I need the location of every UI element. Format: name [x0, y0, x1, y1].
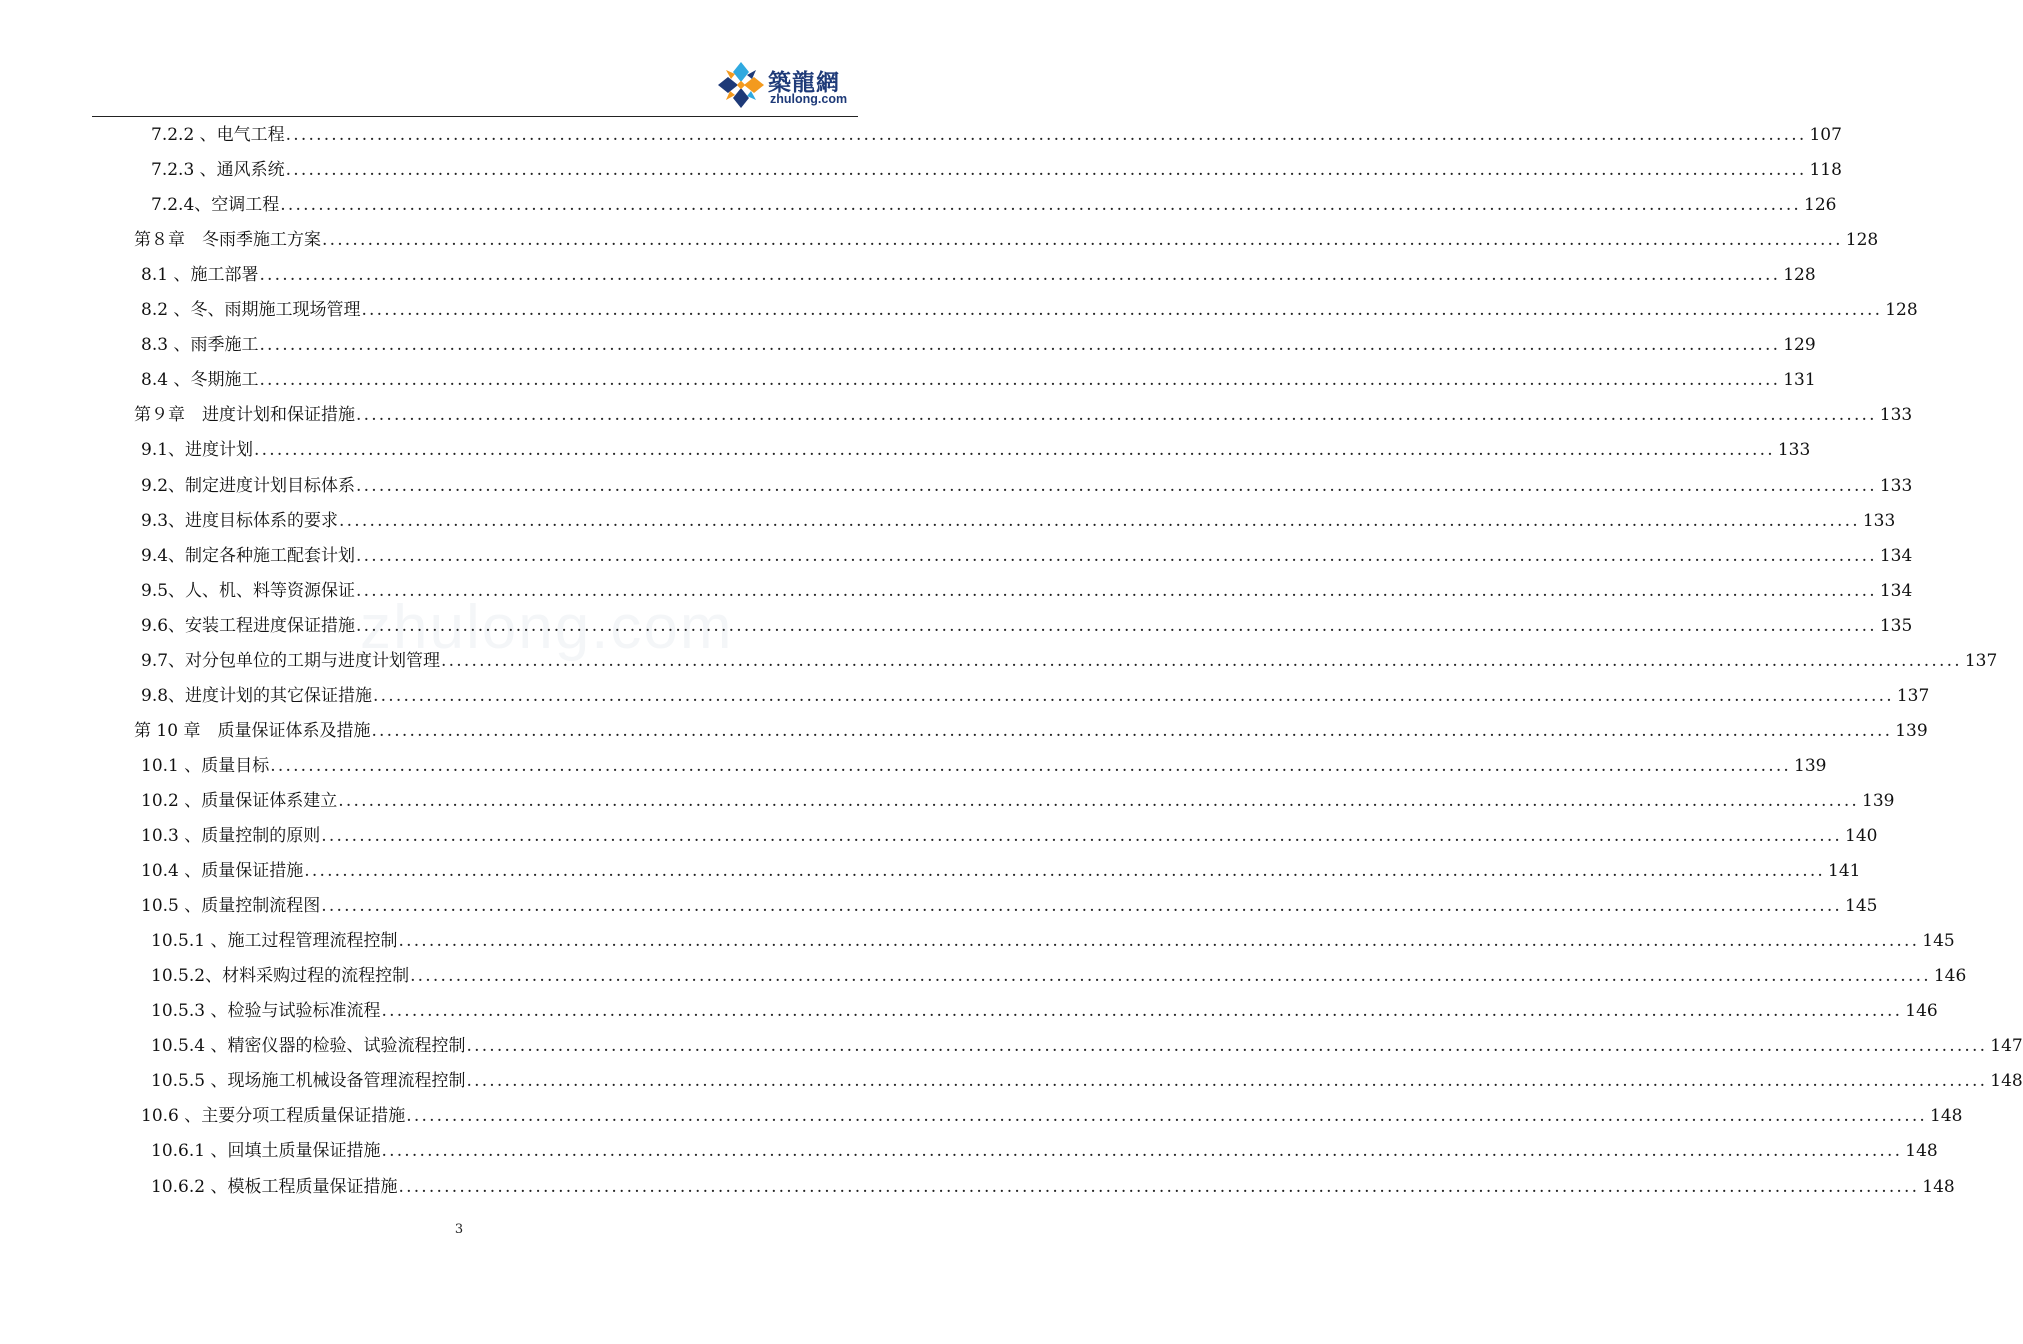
toc-entry[interactable]	[134, 400, 1913, 430]
toc-entry[interactable]	[141, 435, 1811, 465]
toc-entry[interactable]	[141, 856, 1861, 886]
toc-entry[interactable]	[151, 1172, 1955, 1202]
toc-entry-page: 147	[1990, 1036, 2023, 1057]
toc-entry-page: 133	[1879, 475, 1913, 496]
toc-leader-dots: ........................................................................................................................................................................................................	[259, 265, 1781, 286]
toc-entry[interactable]	[141, 891, 1878, 921]
toc-entry-page: 133	[1862, 510, 1896, 531]
toc-entry-page: 146	[1933, 966, 1967, 987]
toc-entry[interactable]	[151, 961, 1967, 991]
toc-leader-dots: ........................................................................................................................................................................................................	[466, 1071, 1988, 1092]
toc-entry-page: 129	[1783, 335, 1816, 356]
toc-entry[interactable]	[134, 225, 1879, 255]
page-number: 3	[454, 1222, 464, 1237]
toc-entry-label: 8.3 、雨季施工	[141, 335, 259, 356]
toc-entry[interactable]	[141, 260, 1816, 290]
toc-entry-page: 128	[1885, 300, 1918, 321]
toc-leader-dots: ........................................................................................................................................................................................................	[441, 650, 1962, 671]
toc-leader-dots: ........................................................................................................................................................................................................	[304, 861, 1826, 882]
toc-entry-label: 10.2 、质量保证体系建立	[141, 790, 338, 811]
toc-leader-dots: ........................................................................................................................................................................................................	[321, 896, 1843, 917]
zhulong-pinwheel-icon	[716, 60, 766, 110]
toc-entry[interactable]	[141, 751, 1827, 781]
logo-chinese-text: 築龍網	[768, 70, 840, 96]
toc-leader-dots: ........................................................................................................................................................................................................	[356, 580, 1877, 601]
toc-entry-label: 10.4 、质量保证措施	[141, 861, 304, 882]
toc-entry[interactable]	[141, 646, 1998, 676]
toc-leader-dots: ........................................................................................................................................................................................................	[338, 790, 1860, 811]
toc-entry-label: 10.5.5 、现场施工机械设备管理流程控制	[151, 1071, 466, 1092]
toc-entry-page: 148	[1922, 1176, 1955, 1197]
header-divider	[92, 116, 858, 117]
toc-entry[interactable]	[151, 1031, 2023, 1061]
toc-entry[interactable]	[151, 155, 1842, 185]
toc-entry[interactable]	[151, 996, 1938, 1026]
toc-entry[interactable]	[151, 190, 1837, 220]
toc-entry-label: 9.3、进度目标体系的要求	[141, 510, 339, 531]
toc-leader-dots: ........................................................................................................................................................................................................	[381, 1141, 1903, 1162]
toc-entry-page: 131	[1783, 370, 1816, 391]
toc-entry[interactable]	[151, 926, 1955, 956]
toc-leader-dots: ........................................................................................................................................................................................................	[356, 475, 1877, 496]
toc-entry[interactable]	[141, 365, 1816, 395]
toc-leader-dots: ........................................................................................................................................................................................................	[356, 545, 1877, 566]
toc-entry-page: 134	[1879, 580, 1913, 601]
toc-leader-dots: ........................................................................................................................................................................................................	[381, 1001, 1903, 1022]
toc-entry-label: 9.4、制定各种施工配套计划	[141, 545, 356, 566]
toc-entry-label: 第９章 进度计划和保证措施	[134, 405, 355, 426]
toc-entry-page: 139	[1794, 755, 1827, 776]
toc-entry-page: 145	[1922, 931, 1955, 952]
toc-entry-label: 7.2.4、空调工程	[151, 195, 280, 216]
toc-entry[interactable]	[141, 786, 1895, 816]
toc-entry-label: 8.1 、施工部署	[141, 265, 259, 286]
toc-entry-label: 10.6 、主要分项工程质量保证措施	[141, 1106, 406, 1127]
toc-entry-page: 145	[1845, 896, 1878, 917]
toc-entry-page: 141	[1828, 861, 1861, 882]
toc-entry[interactable]	[134, 716, 1928, 746]
toc-entry-page: 148	[1905, 1141, 1938, 1162]
toc-leader-dots: ........................................................................................................................................................................................................	[466, 1036, 1988, 1057]
toc-entry-page: 128	[1845, 230, 1879, 251]
toc-entry-label: 8.2 、冬、雨期施工现场管理	[141, 300, 361, 321]
toc-entry-label: 10.5.2、材料采购过程的流程控制	[151, 966, 410, 987]
toc-leader-dots: ........................................................................................................................................................................................................	[398, 1176, 1920, 1197]
toc-entry[interactable]	[141, 681, 1930, 711]
toc-entry[interactable]	[141, 506, 1896, 536]
toc-entry-label: 10.5 、质量控制流程图	[141, 896, 321, 917]
toc-entry-label: 10.3 、质量控制的原则	[141, 826, 321, 846]
toc-entry-page: 135	[1879, 615, 1913, 636]
toc-entry[interactable]	[141, 576, 1913, 606]
toc-entry[interactable]	[141, 611, 1913, 641]
toc-leader-dots: ........................................................................................................................................................................................................	[356, 405, 1877, 426]
watermark: zhulong.com	[360, 593, 734, 662]
logo-english-text: zhulong.com	[770, 92, 848, 106]
toc-entry[interactable]	[141, 471, 1913, 501]
toc-entry-page: 126	[1804, 195, 1837, 216]
toc-entry-page: 107	[1809, 125, 1842, 145]
toc-entry[interactable]	[141, 821, 1878, 851]
toc-entry-label: 10.5.4 、精密仪器的检验、试验流程控制	[151, 1036, 466, 1057]
toc-entry-page: 134	[1879, 545, 1913, 566]
toc-entry[interactable]	[141, 330, 1816, 360]
toc-entry-label: 9.1、进度计划	[141, 440, 254, 461]
toc-entry-page: 133	[1879, 405, 1913, 426]
toc-entry-label: 10.5.1 、施工过程管理流程控制	[151, 931, 398, 952]
toc-entry-page: 137	[1896, 685, 1930, 706]
toc-entry-label: 第８章 冬雨季施工方案	[134, 230, 321, 251]
toc-entry-label: 9.5、人、机、料等资源保证	[141, 580, 356, 601]
toc-entry-label: 9.6、安装工程进度保证措施	[141, 615, 356, 636]
toc-entry-page: 137	[1964, 650, 1998, 671]
toc-leader-dots: ........................................................................................................................................................................................................	[270, 755, 1792, 776]
toc-leader-dots: ........................................................................................................................................................................................................	[285, 125, 1807, 145]
toc-leader-dots: ........................................................................................................................................................................................................	[356, 615, 1877, 636]
toc-entry-label: 10.6.2 、模板工程质量保证措施	[151, 1176, 398, 1197]
toc-entry[interactable]	[151, 120, 1842, 150]
page-header	[92, 50, 858, 116]
toc-entry-page: 128	[1783, 265, 1816, 286]
zhulong-logo	[716, 60, 856, 112]
toc-leader-dots: ........................................................................................................................................................................................................	[321, 826, 1843, 846]
toc-leader-dots: ........................................................................................................................................................................................................	[259, 335, 1781, 356]
toc-entry-label: 10.5.3 、检验与试验标准流程	[151, 1001, 381, 1022]
toc-entry-page: 139	[1862, 790, 1895, 811]
toc-entry-page: 148	[1930, 1106, 1963, 1127]
toc-leader-dots: ........................................................................................................................................................................................................	[285, 160, 1807, 181]
toc-leader-dots: ........................................................................................................................................................................................................	[259, 370, 1781, 391]
toc-entry[interactable]	[141, 541, 1913, 571]
toc-entry-page: 148	[1990, 1071, 2023, 1092]
toc-entry-page: 146	[1905, 1001, 1938, 1022]
toc-entry[interactable]	[151, 1066, 2023, 1096]
toc-entry[interactable]	[151, 1136, 1938, 1166]
toc-leader-dots: ........................................................................................................................................................................................................	[406, 1106, 1928, 1127]
toc-entry-label: 7.2.2 、电气工程	[151, 125, 285, 145]
toc-entry-label: 10.6.1 、回填土质量保证措施	[151, 1141, 381, 1162]
toc-entry-label: 9.7、对分包单位的工期与进度计划管理	[141, 650, 441, 671]
toc-entry[interactable]	[141, 295, 1918, 325]
toc-leader-dots: ........................................................................................................................................................................................................	[280, 195, 1802, 216]
toc-leader-dots: ........................................................................................................................................................................................................	[371, 720, 1893, 741]
toc-entry-page: 133	[1777, 440, 1811, 461]
toc-leader-dots: ........................................................................................................................................................................................................	[339, 510, 1860, 531]
toc-entry-page: 139	[1895, 720, 1928, 741]
toc-leader-dots: ........................................................................................................................................................................................................	[398, 931, 1920, 952]
toc-leader-dots: ........................................................................................................................................................................................................	[410, 966, 1931, 987]
toc-entry-label: 9.2、制定进度计划目标体系	[141, 475, 356, 496]
toc-entry[interactable]	[141, 1101, 1963, 1131]
toc-entry-page: 118	[1809, 160, 1842, 181]
toc-entry-label: 第 10 章 质量保证体系及措施	[134, 720, 371, 741]
toc-leader-dots: ........................................................................................................................................................................................................	[361, 300, 1883, 321]
toc-entry-label: 8.4 、冬期施工	[141, 370, 259, 391]
toc-entry-label: 10.1 、质量目标	[141, 755, 270, 776]
toc-leader-dots: ........................................................................................................................................................................................................	[322, 230, 1843, 251]
toc-entry-label: 7.2.3 、通风系统	[151, 160, 285, 181]
toc-leader-dots: ........................................................................................................................................................................................................	[254, 440, 1775, 461]
toc-entry-label: 9.8、进度计划的其它保证措施	[141, 685, 373, 706]
toc-leader-dots: ........................................................................................................................................................................................................	[373, 685, 1894, 706]
toc-entry-page: 140	[1845, 826, 1878, 846]
